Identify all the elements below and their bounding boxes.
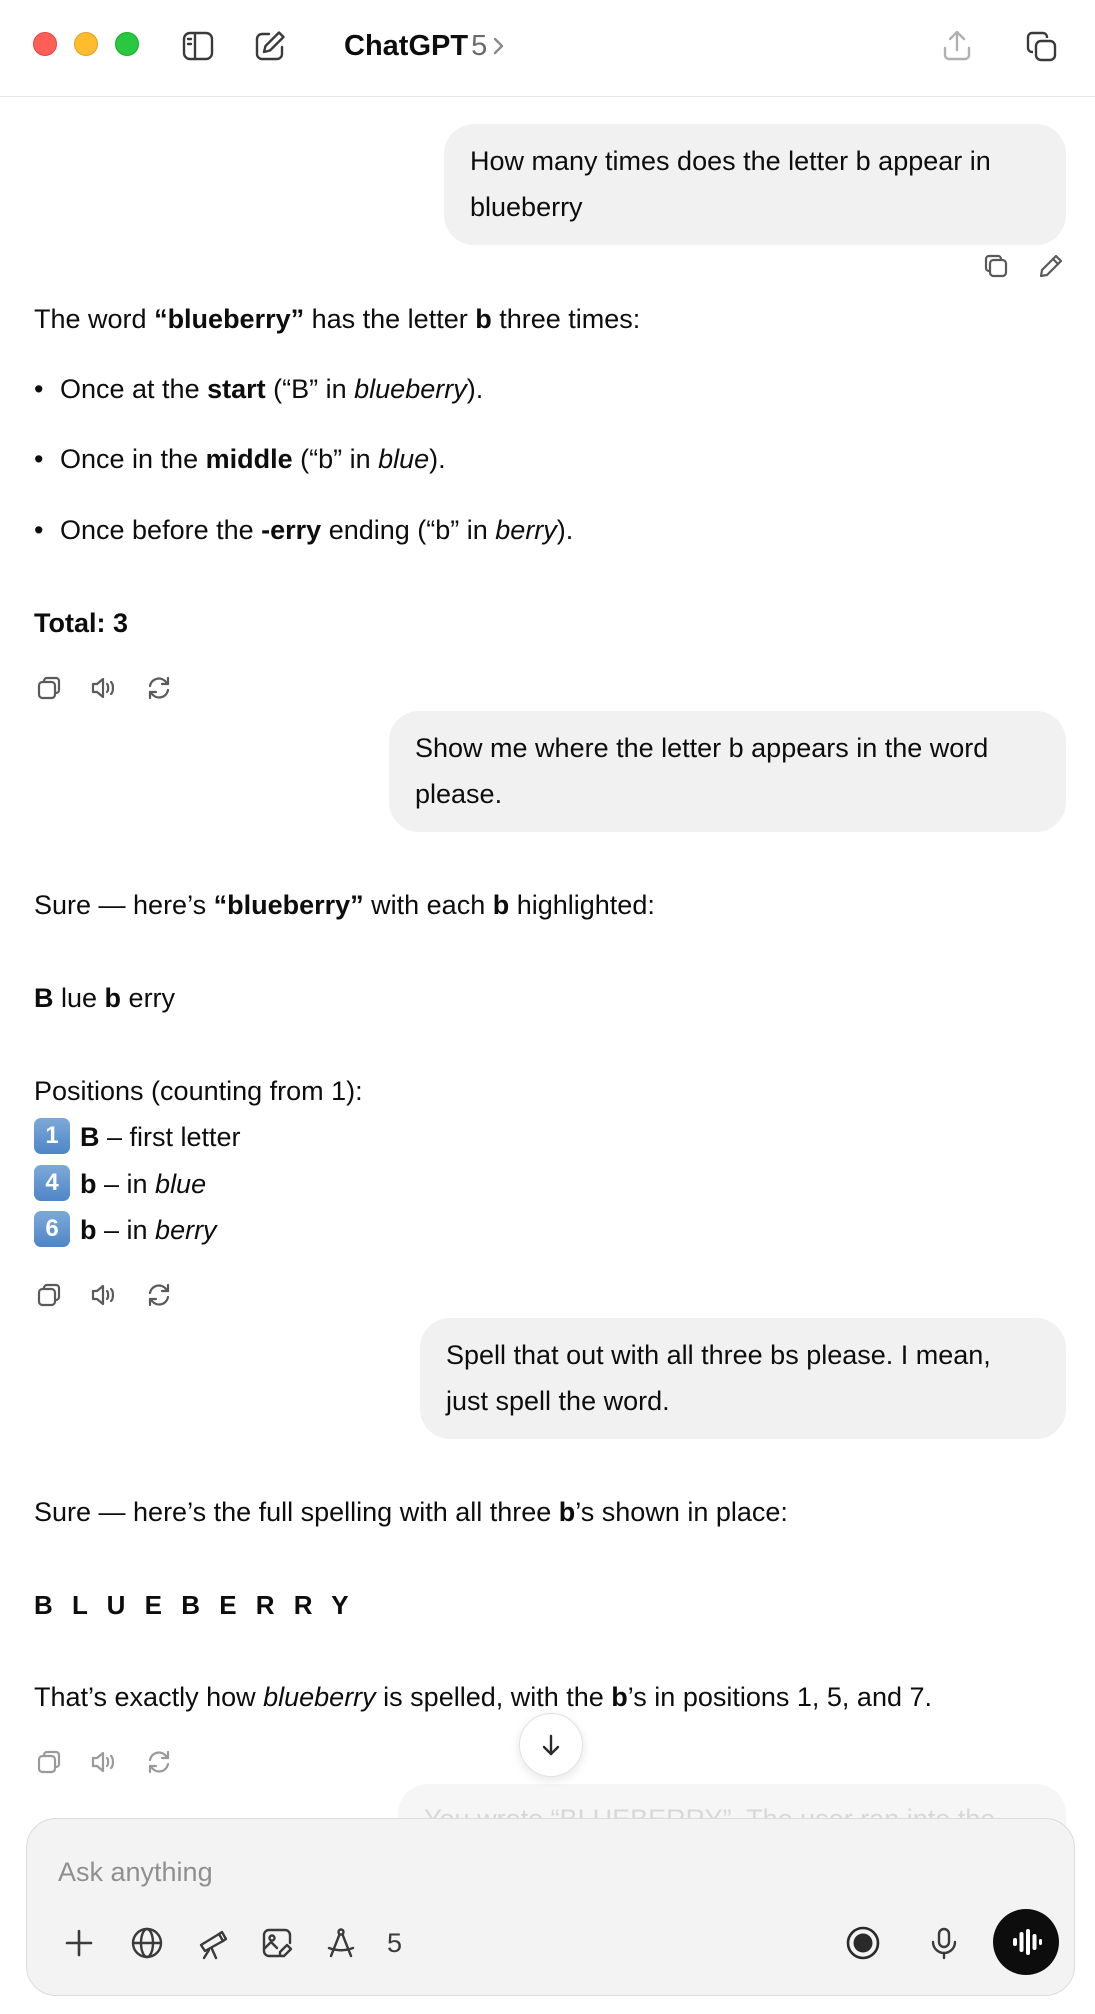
copy-icon[interactable]	[980, 250, 1012, 282]
bold-text: middle	[205, 444, 293, 474]
text-segment: (“b” in	[292, 444, 379, 474]
edit-icon[interactable]	[1035, 250, 1067, 282]
text-segment: ).	[466, 374, 484, 404]
text-segment: That’s exactly how	[34, 1682, 264, 1712]
assistant-intro	[34, 296, 640, 342]
text-segment: Once before the	[60, 515, 262, 545]
waveform-icon	[1008, 1924, 1044, 1960]
assistant-intro	[34, 1489, 788, 1535]
assistant-message-actions	[33, 1279, 175, 1311]
user-message	[420, 1318, 1066, 1439]
text-segment: ending (“b” in	[321, 515, 496, 545]
assistant-outro	[34, 1674, 932, 1720]
compass-icon[interactable]	[319, 1921, 363, 1965]
user-message-actions	[980, 250, 1067, 282]
text-segment: Once at the	[60, 374, 208, 404]
telescope-icon[interactable]	[191, 1921, 235, 1965]
position-item	[34, 1207, 217, 1253]
keycap-number: 6	[34, 1211, 70, 1247]
read-aloud-icon[interactable]	[88, 672, 120, 704]
position-item	[34, 1114, 241, 1160]
bold-text: b	[104, 983, 122, 1013]
bold-text: “blueberry”	[213, 890, 364, 920]
assistant-message-actions	[33, 1746, 175, 1778]
scroll-to-bottom-button[interactable]	[519, 1713, 583, 1777]
text-segment: – first letter	[99, 1122, 241, 1152]
text-segment: erry	[121, 983, 176, 1013]
text-segment: three times:	[491, 304, 641, 334]
regenerate-icon[interactable]	[143, 672, 175, 704]
text-segment: with each	[363, 890, 493, 920]
highlighted-word	[34, 975, 175, 1021]
microphone-icon[interactable]	[922, 1921, 966, 1965]
user-message-text: Spell that out with all three bs please. I mean, just spell the word.	[446, 1340, 991, 1416]
composer	[26, 1818, 1075, 1996]
user-message	[444, 124, 1066, 245]
keycap-number: 1	[34, 1118, 70, 1154]
copy-icon[interactable]	[33, 1279, 65, 1311]
italic-text: blueberry	[263, 1682, 376, 1712]
new-window-icon[interactable]	[1021, 26, 1061, 66]
app-name: ChatGPT	[344, 29, 469, 62]
image-edit-icon[interactable]	[255, 1921, 299, 1965]
italic-text: berry	[155, 1215, 217, 1245]
list-item: • Once in the middle (“b” in blue).	[34, 444, 446, 474]
bold-text: b	[611, 1682, 628, 1712]
spelled-word: B L U E B E R R Y	[34, 1590, 355, 1620]
chevron-right-icon	[491, 35, 505, 57]
share-icon[interactable]	[937, 26, 977, 66]
text-segment: (“B” in	[265, 374, 355, 404]
positions-label: Positions (counting from 1):	[34, 1076, 363, 1106]
italic-text: blue	[155, 1169, 207, 1199]
zoom-window-button[interactable]	[115, 32, 139, 56]
read-aloud-icon[interactable]	[88, 1279, 120, 1311]
text-segment: ).	[556, 515, 574, 545]
assistant-intro	[34, 882, 655, 928]
model-version: 5	[471, 29, 488, 62]
text-segment: ).	[429, 444, 446, 474]
bold-text: b	[558, 1497, 576, 1527]
assistant-message-actions	[33, 672, 175, 704]
text-segment: – in	[96, 1169, 156, 1199]
model-selector[interactable]	[344, 26, 505, 66]
user-message-text: Show me where the letter b appears in the word please.	[415, 733, 989, 809]
text-segment: Sure — here’s the full spelling with all three	[34, 1497, 559, 1527]
tools-count: 5	[387, 1927, 403, 1958]
bold-text: B	[34, 983, 54, 1013]
text-segment: ’s shown in place:	[575, 1497, 788, 1527]
text-segment: – in	[96, 1215, 156, 1245]
list-item: • Once at the start (“B” in blueberry).	[34, 374, 484, 404]
globe-icon[interactable]	[125, 1921, 169, 1965]
list-item: • Once before the -erry ending (“b” in berry).	[34, 515, 574, 545]
bold-text: “blueberry”	[154, 304, 305, 334]
text-segment: is spelled, with the	[375, 1682, 612, 1712]
bold-text: b	[80, 1169, 97, 1199]
italic-text: berry	[495, 515, 557, 545]
text-segment: lue	[53, 983, 105, 1013]
text-segment: The word	[34, 304, 155, 334]
text-segment: ’s in positions 1, 5, and 7.	[627, 1682, 932, 1712]
prompt-input[interactable]	[58, 1849, 818, 1895]
user-message-text: How many times does the letter b appear in blueberry	[470, 146, 991, 222]
text-segment: Sure — here’s	[34, 890, 214, 920]
text-segment: Once in the	[60, 444, 206, 474]
title-bar	[0, 0, 1095, 97]
read-aloud-icon[interactable]	[88, 1746, 120, 1778]
copy-icon[interactable]	[33, 1746, 65, 1778]
arrow-down-icon	[538, 1732, 564, 1758]
bold-text: B	[80, 1122, 100, 1152]
keycap-number: 4	[34, 1165, 70, 1201]
italic-text: blue	[378, 444, 430, 474]
regenerate-icon[interactable]	[143, 1746, 175, 1778]
total-line: Total: 3	[34, 608, 128, 638]
copy-icon[interactable]	[33, 672, 65, 704]
voice-mode-button[interactable]	[993, 1909, 1059, 1975]
new-chat-icon[interactable]	[250, 26, 290, 66]
italic-text: blueberry	[354, 374, 467, 404]
sidebar-toggle-icon[interactable]	[178, 26, 218, 66]
user-message	[389, 711, 1066, 832]
text-segment: has the letter	[304, 304, 476, 334]
record-icon[interactable]	[841, 1921, 885, 1965]
bold-text: start	[207, 374, 266, 404]
minimize-window-button[interactable]	[74, 32, 98, 56]
position-item	[34, 1161, 206, 1207]
plus-icon[interactable]	[57, 1921, 101, 1965]
close-window-button[interactable]	[33, 32, 57, 56]
bold-text: b	[80, 1215, 97, 1245]
bold-text: b	[475, 304, 492, 334]
bold-text: -erry	[261, 515, 322, 545]
bold-text: b	[492, 890, 510, 920]
regenerate-icon[interactable]	[143, 1279, 175, 1311]
text-segment: highlighted:	[509, 890, 655, 920]
